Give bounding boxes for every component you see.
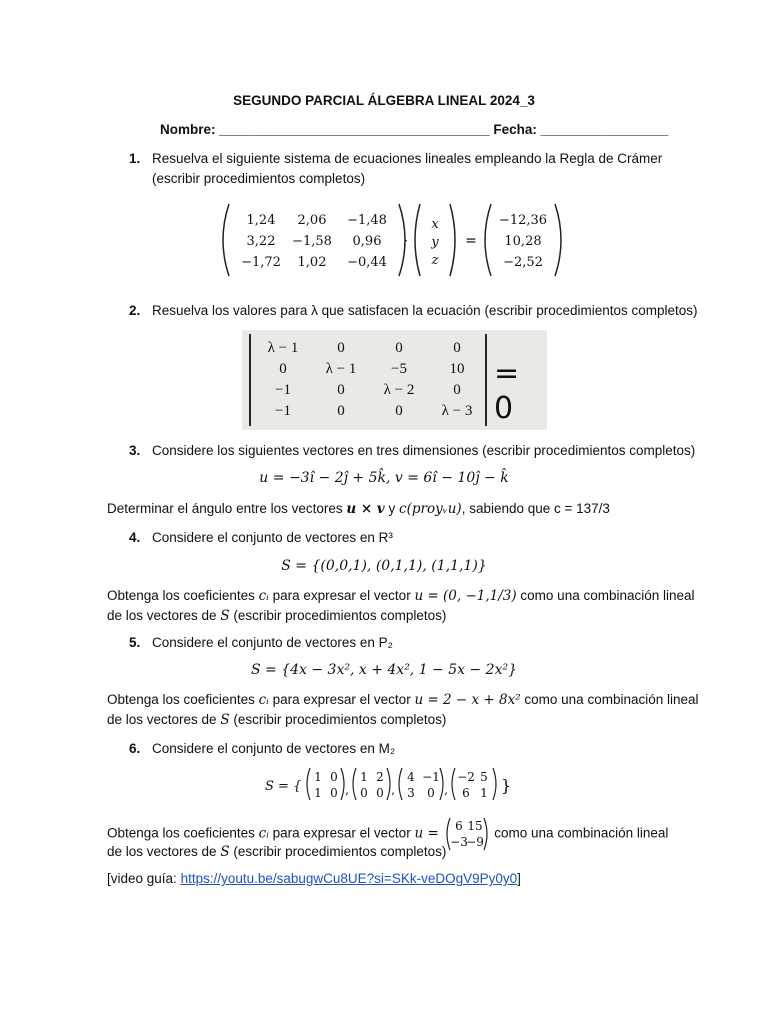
- set-prefix: S = {: [265, 779, 302, 794]
- det-cell: λ − 2: [383, 382, 415, 398]
- question-number: 6.: [129, 741, 141, 756]
- u-cell: −3: [449, 835, 468, 849]
- m-cell: 4: [407, 770, 415, 784]
- u-matrix: [443, 816, 491, 852]
- nombre-blank: ____________________________________: [219, 122, 490, 137]
- question-text: Resuelva el siguiente sistema de ecuaciones lineales empleando la Regla de Crámer: [152, 151, 663, 166]
- matrix-cell: 1,02: [297, 255, 327, 270]
- det-cell: 0: [395, 403, 403, 419]
- right-paren: [484, 818, 487, 850]
- m-cell: −2: [457, 770, 475, 784]
- u-cell: −9: [465, 835, 484, 849]
- set-name: S: [220, 844, 230, 860]
- right-paren: [387, 768, 390, 800]
- determinant-image: [242, 330, 547, 430]
- matrix-cell: 3,22: [246, 234, 276, 249]
- right-paren: [440, 768, 443, 800]
- left-paren: [485, 204, 491, 276]
- question-number: 4.: [129, 530, 141, 545]
- question-text: Resuelva los valores para λ que satisfacen la ecuación (escribir procedimientos completos): [152, 303, 698, 318]
- q5-instructions: [107, 690, 699, 730]
- video-link[interactable]: https://youtu.be/sabugwCu8UE?si=SKk-veDOgV9Py0y0: [180, 871, 518, 886]
- question-number: 5.: [129, 635, 141, 650]
- set-name: S: [220, 608, 230, 624]
- c-value: c = 137/3: [554, 501, 610, 516]
- det-cell: 0: [453, 382, 461, 398]
- var-y: y: [431, 235, 439, 250]
- ci: cᵢ: [258, 692, 269, 708]
- text-run: , sabiendo que: [461, 501, 555, 516]
- question-text: Considere los siguientes vectores en tres dimensiones (escribir procedimientos completos): [152, 443, 696, 458]
- left-paren: [223, 204, 229, 276]
- text-run: como una combinación lineal: [516, 588, 695, 603]
- vectors-uv: u = −3î − 2ĵ + 5k̂, v = 6î − 10ĵ − k̂: [259, 470, 509, 486]
- text-run: Determinar el ángulo entre los vectores: [107, 501, 347, 516]
- q6-instructions: [107, 816, 667, 862]
- page-title: SEGUNDO PARCIAL ÁLGEBRA LINEAL 2024_3: [233, 93, 535, 108]
- m-cell: 5: [480, 770, 488, 784]
- right-paren: [493, 768, 496, 800]
- question-text-line2: (escribir procedimientos completos): [152, 171, 366, 186]
- det-cell: −5: [391, 361, 407, 377]
- left-paren: [353, 768, 356, 800]
- text-run: para expresar el vector: [268, 692, 415, 707]
- rhs-cell: −12,36: [498, 213, 548, 228]
- var-z: z: [431, 253, 439, 268]
- text-run: (escribir procedimientos completos): [229, 712, 447, 727]
- left-paren: [452, 768, 455, 800]
- name-date-line: [160, 122, 668, 137]
- text-run: y: [384, 501, 400, 516]
- dot-operator: ·: [403, 234, 409, 249]
- svg-text:,: ,: [444, 783, 448, 797]
- right-paren: [341, 768, 344, 800]
- det-cell: λ − 1: [325, 361, 357, 377]
- u-equals: u =: [414, 825, 439, 842]
- m-cell: 0: [427, 786, 435, 800]
- left-paren: [415, 204, 420, 276]
- det-cell: 0: [337, 382, 345, 398]
- equals-sign: =: [465, 233, 477, 249]
- target-vector: u = 2 − x + 8x²: [414, 692, 521, 708]
- m-cell: 1: [314, 786, 322, 800]
- m-cell: 3: [407, 786, 415, 800]
- det-cell: 0: [337, 340, 345, 356]
- det-cell: λ − 3: [441, 403, 473, 419]
- det-cell: 10: [449, 361, 465, 377]
- det-cell: 0: [453, 340, 461, 356]
- matrix-cell: 0,96: [352, 234, 382, 249]
- text-run: para expresar el vector: [268, 588, 415, 603]
- u-cell: 15: [466, 819, 483, 833]
- rhs-cell: −2,52: [503, 255, 543, 270]
- set-s-p2: S = {4x − 3x², x + 4x², 1 − 5x − 2x²}: [250, 662, 517, 678]
- set-s-m2: [265, 764, 525, 806]
- m-cell: 2: [376, 770, 384, 784]
- matrix-cell: 2,06: [297, 213, 327, 228]
- svg-text:,: ,: [345, 783, 349, 797]
- nombre-label: Nombre:: [160, 122, 216, 137]
- set-s-r3: S = {(0,0,1), (0,1,1), (1,1,1)}: [281, 558, 487, 574]
- det-left-bar: [249, 334, 251, 426]
- target-vector: u = (0, −1,1/3): [414, 588, 517, 604]
- q3-determine: [107, 499, 667, 519]
- text-run: Obtenga los coeficientes: [107, 588, 259, 603]
- set-name: S: [220, 712, 230, 728]
- cross-product: u × v: [346, 501, 385, 517]
- text-run: de los vectores de: [107, 712, 221, 727]
- ci: cᵢ: [258, 825, 269, 842]
- det-cell: −1: [275, 382, 291, 398]
- det-cell: λ − 1: [267, 340, 299, 356]
- det-cell: −1: [275, 403, 291, 419]
- matrix-cell: −1,58: [292, 234, 332, 249]
- question-text: Considere el conjunto de vectores en P₂: [152, 635, 393, 650]
- det-matrix: [254, 338, 486, 422]
- m-cell: 0: [360, 786, 368, 800]
- text-run: para expresar el vector: [268, 825, 415, 841]
- question-text: Considere el conjunto de vectores en M₂: [152, 741, 396, 756]
- det-cell: 0: [395, 340, 403, 356]
- fecha-blank: _________________: [540, 122, 669, 137]
- question-number: 1.: [129, 151, 141, 166]
- matrix-cell: 1,24: [246, 213, 276, 228]
- right-paren: [450, 204, 455, 276]
- question-text: Considere el conjunto de vectores en R³: [152, 530, 393, 545]
- fecha-label: Fecha:: [493, 122, 537, 137]
- m-cell: 0: [376, 786, 384, 800]
- m-cell: −1: [422, 770, 440, 784]
- text-run: ]: [517, 871, 521, 886]
- m-cell: 1: [480, 786, 488, 800]
- text-run: Obtenga los coeficientes: [107, 692, 259, 707]
- left-paren: [307, 768, 310, 800]
- m-cell: 1: [314, 770, 322, 784]
- ci: cᵢ: [258, 588, 269, 604]
- m-cell: 0: [330, 786, 338, 800]
- text-run: como una combinación lineal: [490, 825, 669, 841]
- video-guide: [107, 869, 667, 889]
- projection: c(proyᵥu): [399, 501, 462, 517]
- text-run: [video guía:: [107, 871, 181, 886]
- left-paren: [399, 768, 402, 800]
- u-cell: 6: [454, 819, 463, 833]
- set-suffix: }: [501, 776, 512, 795]
- m-cell: 6: [462, 786, 470, 800]
- m-cell: 0: [330, 770, 338, 784]
- matrix-cell: −1,72: [241, 255, 281, 270]
- text-run: (escribir procedimientos completos): [229, 844, 447, 859]
- m-cell: 1: [360, 770, 368, 784]
- text-run: Obtenga los coeficientes: [107, 825, 259, 841]
- det-equals-zero: = 0: [494, 356, 520, 426]
- q4-instructions: [107, 586, 695, 626]
- cramer-system: [215, 200, 575, 280]
- text-run: de los vectores de: [107, 608, 221, 623]
- right-paren: [555, 204, 561, 276]
- text-run: de los vectores de: [107, 844, 221, 859]
- var-x: x: [431, 217, 439, 232]
- matrix-cell: −0,44: [347, 255, 387, 270]
- svg-text:,: ,: [391, 783, 395, 797]
- det-cell: 0: [279, 361, 287, 377]
- question-number: 2.: [129, 303, 141, 318]
- matrix-cell: −1,48: [347, 213, 387, 228]
- question-number: 3.: [129, 443, 141, 458]
- rhs-cell: 10,28: [504, 234, 542, 249]
- det-cell: 0: [337, 403, 345, 419]
- text-run: como una combinación lineal: [520, 692, 699, 707]
- text-run: (escribir procedimientos completos): [229, 608, 447, 623]
